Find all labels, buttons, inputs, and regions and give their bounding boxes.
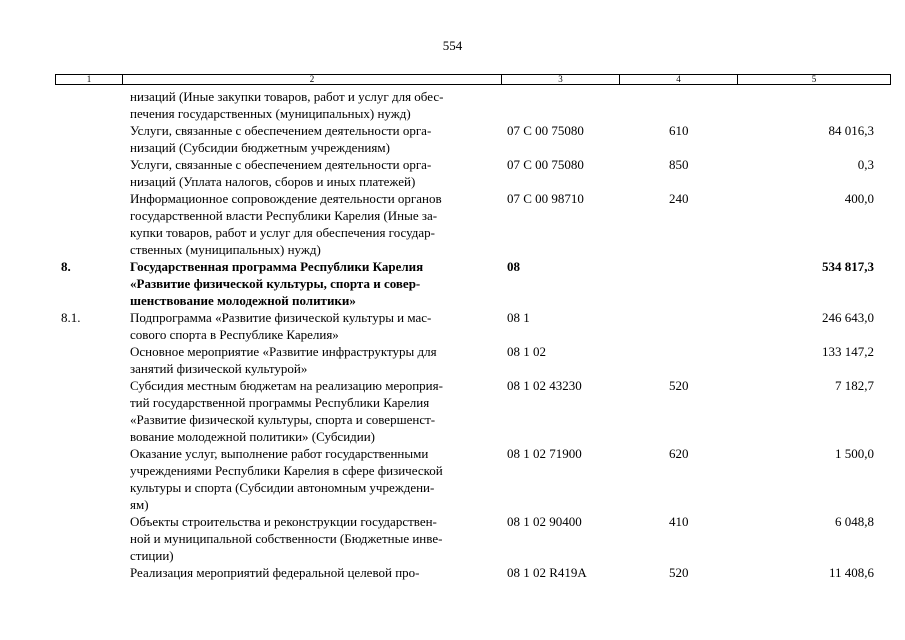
- description-line: Государственная программа Республики Карелия: [130, 259, 424, 274]
- table-row: [55, 343, 891, 377]
- row-type: [619, 258, 737, 309]
- description-line: «Развитие физической культуры, спорта и совер-: [130, 276, 421, 291]
- description-line: ной и муниципальной собственности (Бюджетные инве-: [130, 531, 443, 546]
- row-amount: 11 408,6: [828, 565, 874, 580]
- table-row: [55, 564, 891, 581]
- description-line: Информационное сопровождение деятельности органов: [130, 191, 442, 206]
- row-code: 08 1 02 R419А: [507, 565, 587, 580]
- header-col-1: 1: [56, 75, 123, 84]
- row-code: [501, 88, 619, 122]
- row-number: [55, 156, 122, 190]
- description-line: сового спорта в Республике Карелия»: [130, 327, 339, 342]
- table-row: [55, 88, 891, 122]
- row-code: 08 1 02 90400: [507, 514, 582, 529]
- description-line: Реализация мероприятий федеральной целевой про-: [130, 565, 420, 580]
- row-type: 850: [669, 157, 689, 172]
- table-row: [55, 445, 891, 513]
- row-amount: 0,3: [857, 157, 874, 172]
- description-line: Субсидия местным бюджетам на реализацию мероприя-: [130, 378, 443, 393]
- row-amount: 84 016,3: [828, 123, 874, 138]
- row-amount: 400,0: [844, 191, 874, 206]
- page-number: 554: [442, 38, 463, 53]
- description-line: низаций (Уплата налогов, сборов и иных платежей): [130, 174, 416, 189]
- row-code: 08 1 02 71900: [507, 446, 582, 461]
- description-line: низаций (Субсидии бюджетным учреждениям): [130, 140, 390, 155]
- row-number: [55, 564, 122, 581]
- description-line: культуры и спорта (Субсидии автономным учреждени-: [130, 480, 435, 495]
- row-code: 08 1 02: [507, 344, 546, 359]
- description-line: Подпрограмма «Развитие физической культуры и мас-: [130, 310, 432, 325]
- header-col-5: 5: [811, 74, 817, 84]
- row-number: [55, 377, 122, 445]
- row-amount: 7 182,7: [835, 378, 874, 393]
- row-code: 08: [507, 259, 520, 274]
- table-header: [55, 74, 891, 85]
- table-row: [55, 513, 891, 564]
- table-row: [55, 377, 891, 445]
- row-description: [122, 377, 501, 445]
- row-number: [55, 513, 122, 564]
- row-description: [122, 156, 501, 190]
- description-line: Услуги, связанные с обеспечением деятельности орга-: [130, 123, 432, 138]
- row-number: [55, 122, 122, 156]
- description-line: государственной власти Республики Карелия (Иные за-: [130, 208, 438, 223]
- row-amount: 246 643,0: [822, 310, 874, 325]
- description-line: занятий физической культурой»: [130, 361, 308, 376]
- row-amount: [737, 88, 891, 122]
- description-line: печения государственных (муниципальных) нужд): [130, 106, 411, 121]
- row-type: 620: [669, 446, 689, 461]
- row-description: [122, 513, 501, 564]
- row-type: [619, 343, 737, 377]
- row-number: [55, 343, 122, 377]
- row-type: 520: [669, 565, 689, 580]
- description-line: учреждениями Республики Карелия в сфере физической: [130, 463, 443, 478]
- row-number: 8.1.: [61, 310, 81, 325]
- table-body: [55, 88, 891, 581]
- row-type: 520: [669, 378, 689, 393]
- row-number: [55, 445, 122, 513]
- header-col-4: 4: [620, 75, 738, 84]
- description-line: купки товаров, работ и услуг для обеспечения государ-: [130, 225, 436, 240]
- row-type: [619, 309, 737, 343]
- row-type: [619, 88, 737, 122]
- row-description: [122, 122, 501, 156]
- description-line: шенствование молодежной политики»: [130, 293, 356, 308]
- row-number: [55, 88, 122, 122]
- description-line: ям): [130, 497, 149, 512]
- row-code: 08 1: [507, 310, 530, 325]
- table-row: [55, 258, 891, 309]
- header-col-3: 3: [502, 75, 620, 84]
- row-type: 610: [669, 123, 689, 138]
- description-line: вование молодежной политики» (Субсидии): [130, 429, 376, 444]
- description-line: тий государственной программы Республики Карелия: [130, 395, 430, 410]
- description-line: низаций (Иные закупки товаров, работ и услуг для обес-: [130, 89, 444, 104]
- row-amount: 1 500,0: [835, 446, 874, 461]
- row-type: 410: [669, 514, 689, 529]
- description-line: Оказание услуг, выполнение работ государственными: [130, 446, 429, 461]
- table-row: [55, 309, 891, 343]
- description-line: Услуги, связанные с обеспечением деятельности орга-: [130, 157, 432, 172]
- header-col-2: 2: [123, 75, 502, 84]
- row-amount: 534 817,3: [822, 259, 874, 274]
- row-description: [122, 445, 501, 513]
- row-description: [122, 190, 501, 258]
- description-line: Объекты строительства и реконструкции государствен-: [130, 514, 437, 529]
- row-description: [122, 309, 501, 343]
- row-code: 07 С 00 98710: [507, 191, 584, 206]
- row-amount: 133 147,2: [822, 344, 874, 359]
- row-number: [55, 190, 122, 258]
- description-line: ственных (муниципальных) нужд): [130, 242, 321, 257]
- row-code: 08 1 02 43230: [507, 378, 582, 393]
- row-amount: 6 048,8: [835, 514, 874, 529]
- row-code: 07 С 00 75080: [507, 123, 584, 138]
- row-code: 07 С 00 75080: [507, 157, 584, 172]
- row-description: [122, 564, 501, 581]
- table-row: [55, 156, 891, 190]
- row-description: [122, 343, 501, 377]
- row-description: [122, 258, 501, 309]
- row-type: 240: [669, 191, 689, 206]
- description-line: стиции): [130, 548, 174, 563]
- row-description: [122, 88, 501, 122]
- description-line: Основное мероприятие «Развитие инфраструктуры для: [130, 344, 437, 359]
- description-line: «Развитие физической культуры, спорта и совершенст-: [130, 412, 436, 427]
- row-number: 8.: [61, 259, 71, 274]
- table-row: [55, 190, 891, 258]
- table-row: [55, 122, 891, 156]
